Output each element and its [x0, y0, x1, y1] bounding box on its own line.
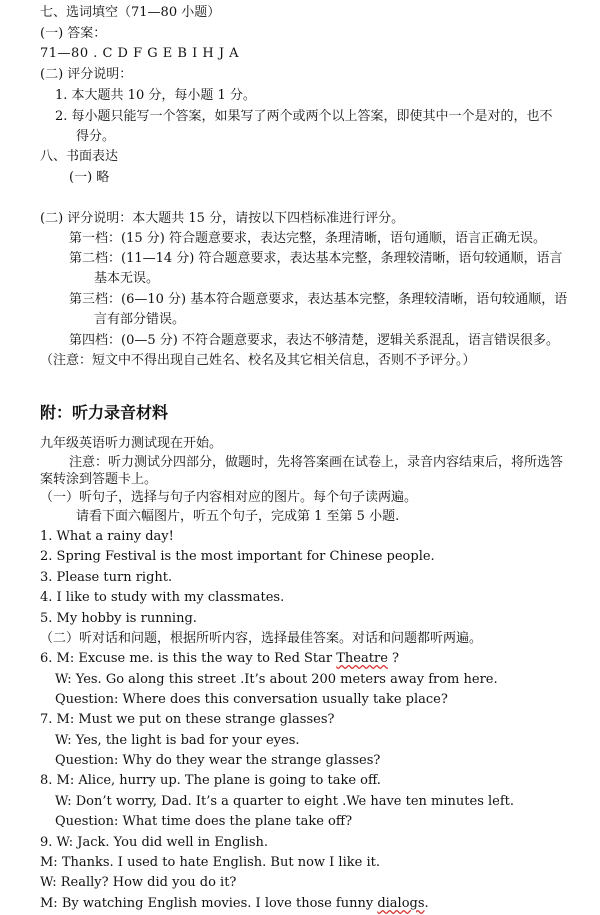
appendix-title: 附：听力录音材料: [40, 403, 169, 422]
part-1-heading: （一）听句子，选择与句子内容相对应的图片。每个句子读两遍。: [40, 490, 418, 505]
dialog-7-w: W: Yes, the light is bad for your eyes.: [55, 733, 300, 748]
scoring-heading: (二) 评分说明：: [40, 67, 133, 82]
section-8-scoring: (二) 评分说明：本大题共 15 分，请按以下四档标准进行评分。: [40, 211, 405, 226]
scoring-rule-2: 2. 每小题只能写一个答案，如果写了两个或两个以上答案，即使其中一个是对的，也不: [55, 109, 553, 124]
dialog-9-m2-end: .: [424, 896, 429, 911]
scoring-rule-2-cont: 得分。: [76, 129, 116, 144]
appendix-notice-cont: 案转涂到答题卡上。: [40, 472, 158, 487]
dialog-9-w: 9. W: Jack. You did well in English.: [40, 835, 268, 850]
dialog-6-m-text: 6. M: Excuse me. is this the way to Red Star: [40, 651, 337, 666]
dialog-6-m: [40, 651, 399, 667]
dialog-8-question: Question: What time does the plane take off?: [55, 814, 353, 829]
spellcheck-word: Theatre: [336, 651, 388, 666]
grade-3-cont: 言有部分错误。: [94, 312, 186, 327]
section-8-sub1: (一) 略: [69, 170, 110, 185]
grade-2: 第二档：(11—14 分) 符合题意要求，表达基本完整，条理较清晰，语句较通顺，语言: [69, 251, 563, 266]
sentence-3: 3. Please turn right.: [40, 570, 173, 585]
sentence-5: 5. My hobby is running.: [40, 611, 197, 626]
answers-heading: (一) 答案：: [40, 26, 107, 41]
appendix-intro: 九年级英语听力测试现在开始。: [40, 436, 223, 451]
spellcheck-word: dialogs: [377, 896, 425, 911]
dialog-6-question: Question: Where does this conversation usually take place?: [55, 692, 448, 707]
scoring-rule-1: 1. 本大题共 10 分，每小题 1 分。: [55, 88, 256, 103]
answers-line: 71—80 . C D F G E B I H J A: [40, 46, 240, 61]
grade-1: 第一档：(15 分) 符合题意要求，表达完整，条理清晰，语句通顺，语言正确无误。: [69, 231, 546, 246]
dialog-9-m: M: Thanks. I used to hate English. But now I like it.: [40, 855, 380, 870]
sentence-2: 2. Spring Festival is the most important for Chinese people.: [40, 549, 435, 564]
sentence-4: 4. I like to study with my classmates.: [40, 590, 285, 605]
dialog-8-m: 8. M: Alice, hurry up. The plane is going to take off.: [40, 773, 381, 788]
grade-3: 第三档：(6—10 分) 基本符合题意要求，表达基本完整，条理较清晰，语句较通顺，语: [69, 292, 568, 307]
grade-4: 第四档：(0—5 分) 不符合题意要求，表达不够清楚，逻辑关系混乱，语言错误很多。: [69, 333, 559, 348]
dialog-6-m-end: ?: [387, 651, 399, 666]
section-8-note: （注意：短文中不得出现自己姓名、校名及其它相关信息，否则不予评分。）: [40, 353, 476, 368]
dialog-9-w2: W: Really? How did you do it?: [40, 875, 237, 890]
dialog-8-w: W: Don’t worry, Dad. It’s a quarter to eight .We have ten minutes left.: [55, 794, 515, 809]
dialog-7-m: 7. M: Must we put on these strange glasses?: [40, 712, 335, 727]
part-1-instruction: 请看下面六幅图片，听五个句子，完成第 1 至第 5 小题.: [76, 509, 400, 524]
grade-2-cont: 基本无误。: [94, 271, 160, 286]
dialog-6-w: W: Yes. Go along this street .It’s about 200 meters away from here.: [55, 672, 498, 687]
section-7-title: 七、选词填空（71—80 小题）: [40, 5, 221, 20]
section-8-title: 八、书面表达: [40, 149, 119, 164]
sentence-1: 1. What a rainy day!: [40, 529, 174, 544]
part-2-heading: （二）听对话和问题，根据所听内容，选择最佳答案。对话和问题都听两遍。: [40, 631, 483, 646]
dialog-9-m2: [40, 896, 429, 912]
dialog-9-m2-text: M: By watching English movies. I love those funny: [40, 896, 378, 911]
dialog-7-question: Question: Why do they wear the strange glasses?: [55, 753, 381, 768]
appendix-notice: 注意：听力测试分四部分，做题时，先将答案画在试卷上，录音内容结束后，将所选答: [69, 455, 564, 470]
